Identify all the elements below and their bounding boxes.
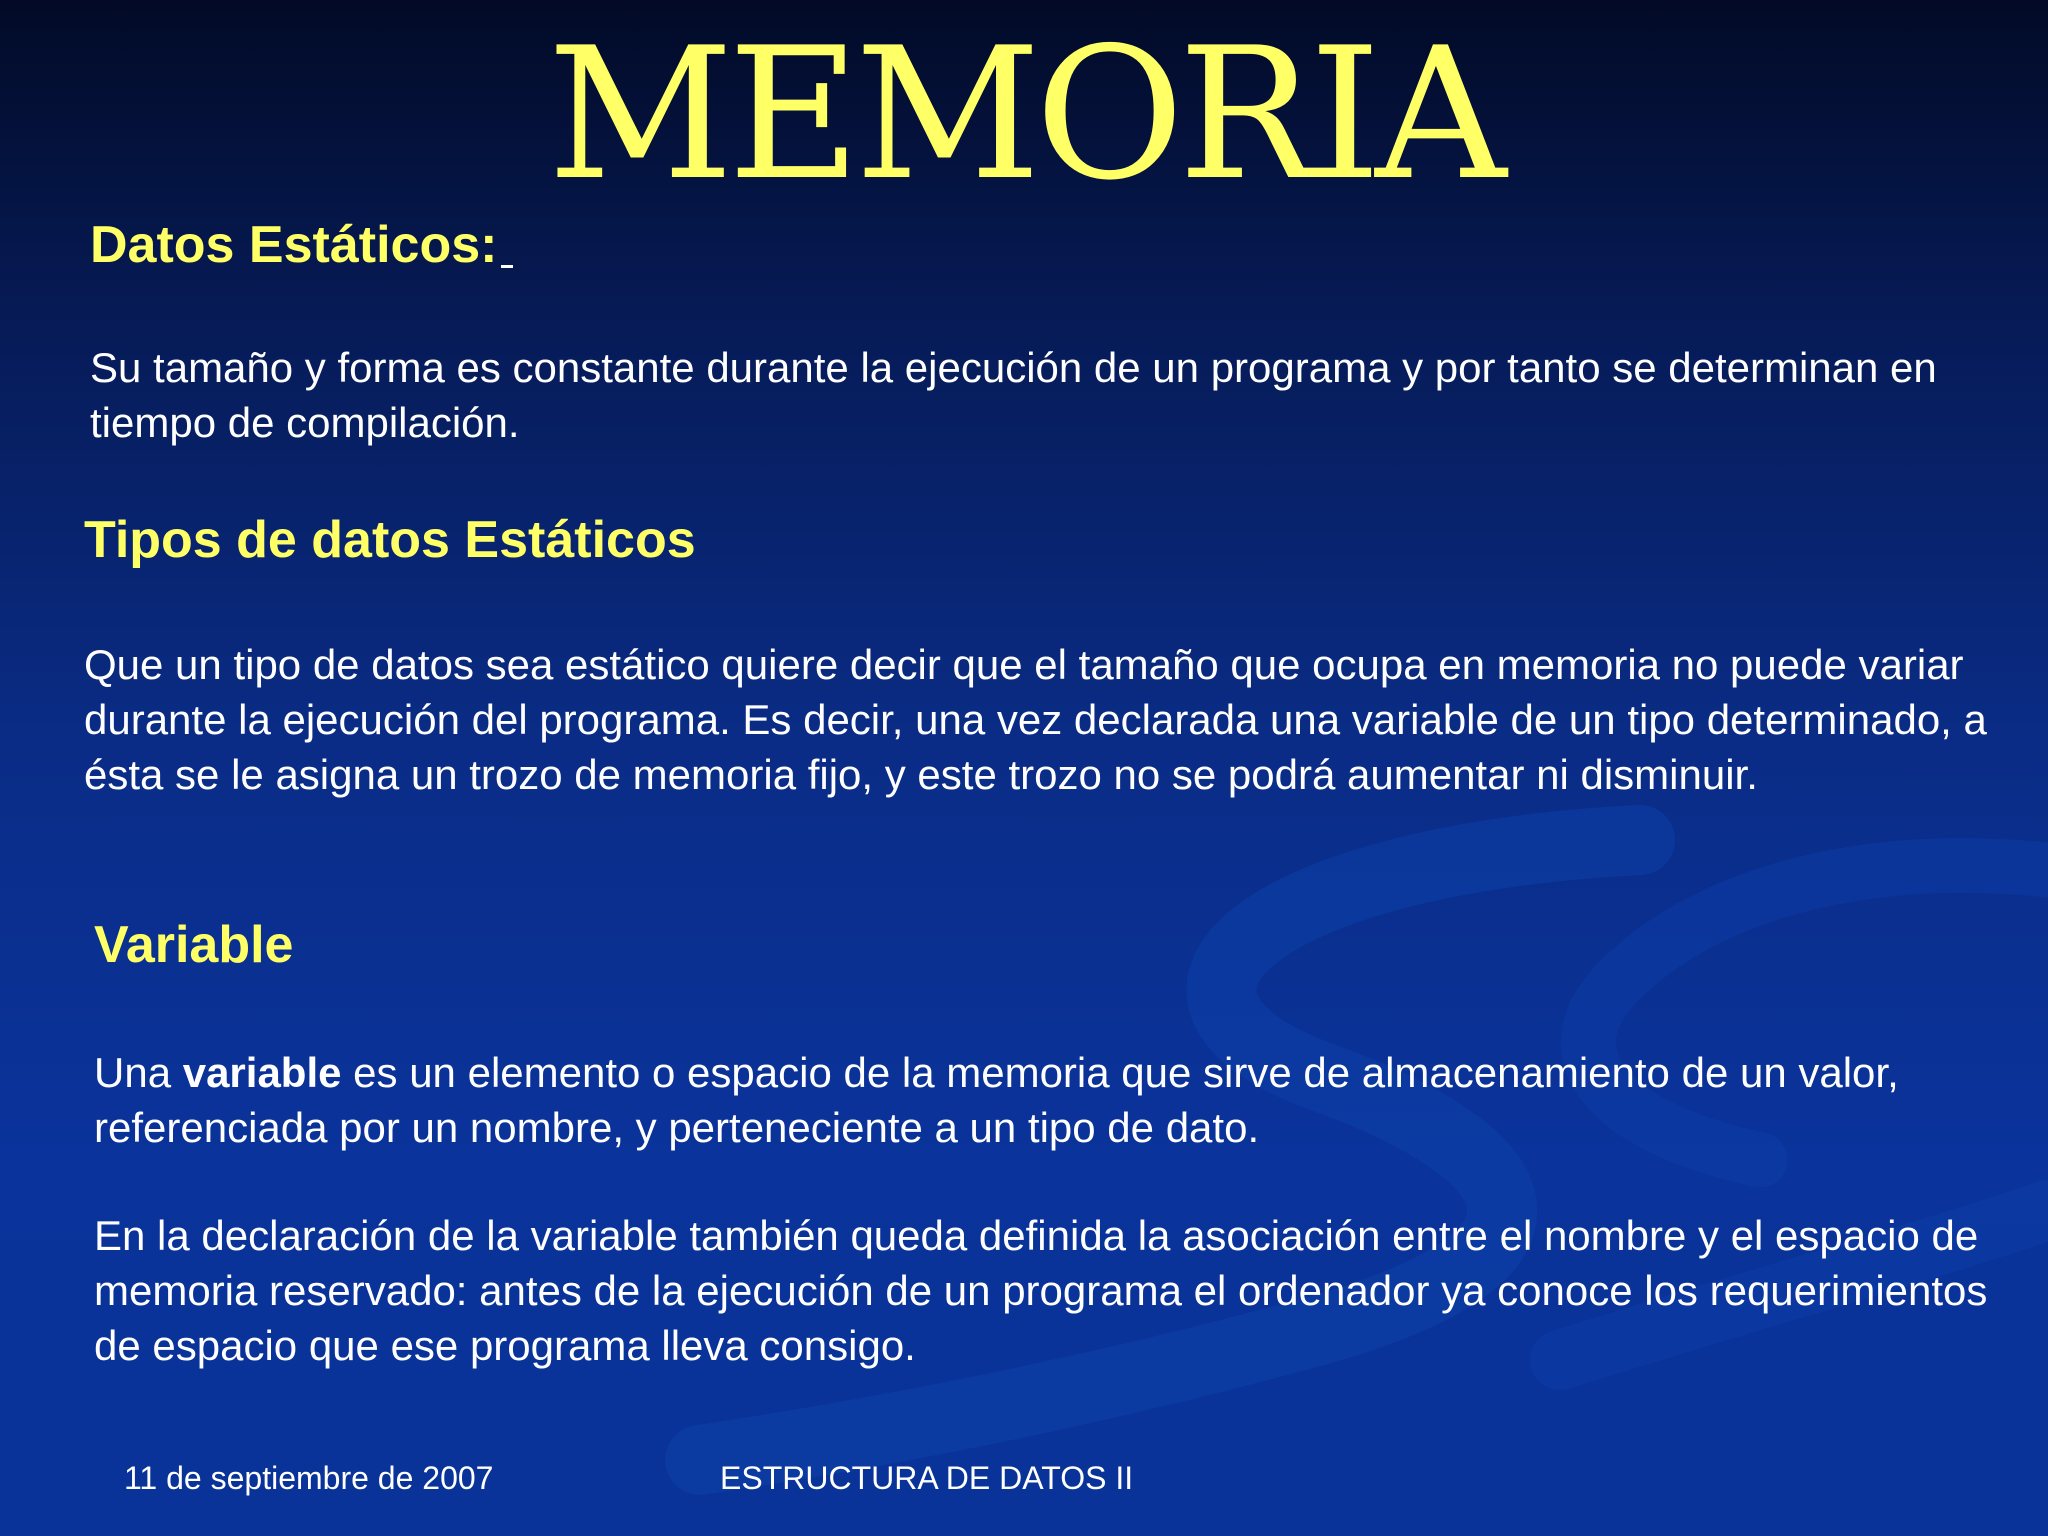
text-cursor xyxy=(501,265,513,268)
paragraph-variable-declaration: En la declaración de la variable también queda definida la asociación entre el nombre y el espacio de memoria reservado: antes de la ejecución de un programa el ordenador ya conoce los requerimientos de espacio que ese programa lleva consigo. xyxy=(94,1212,1988,1369)
paragraph-variable-definition xyxy=(94,1045,2024,1155)
heading-datos-estaticos-text: Datos Estáticos: xyxy=(90,216,498,274)
heading-tipos-datos-estaticos: Tipos de datos Estáticos xyxy=(84,511,696,569)
variable-def-after: es un elemento o espacio de la memoria que sirve de almacenamiento de un valor, referenciada por un nombre, y perteneciente a un tipo de dato. xyxy=(94,1049,1899,1151)
heading-variable: Variable xyxy=(94,916,294,974)
slide-title: MEMORIA xyxy=(547,8,1501,220)
footer-date: 11 de septiembre de 2007 xyxy=(124,1460,494,1496)
heading-datos-estaticos xyxy=(90,215,513,275)
paragraph-tipos-datos-estaticos: Que un tipo de datos sea estático quiere decir que el tamaño que ocupa en memoria no puede variar durante la ejecución del programa. Es decir, una vez declarada una variable de un tipo determinado, a ésta se le asigna un trozo de memoria fijo, y este trozo no se podrá aumentar ni disminuir. xyxy=(84,641,1987,798)
variable-def-bold: variable xyxy=(182,1049,342,1096)
footer-course: ESTRUCTURA DE DATOS II xyxy=(720,1460,1134,1496)
paragraph-datos-estaticos: Su tamaño y forma es constante durante la ejecución de un programa y por tanto se determinan en tiempo de compilación. xyxy=(90,344,1937,446)
variable-def-before: Una xyxy=(94,1049,183,1096)
